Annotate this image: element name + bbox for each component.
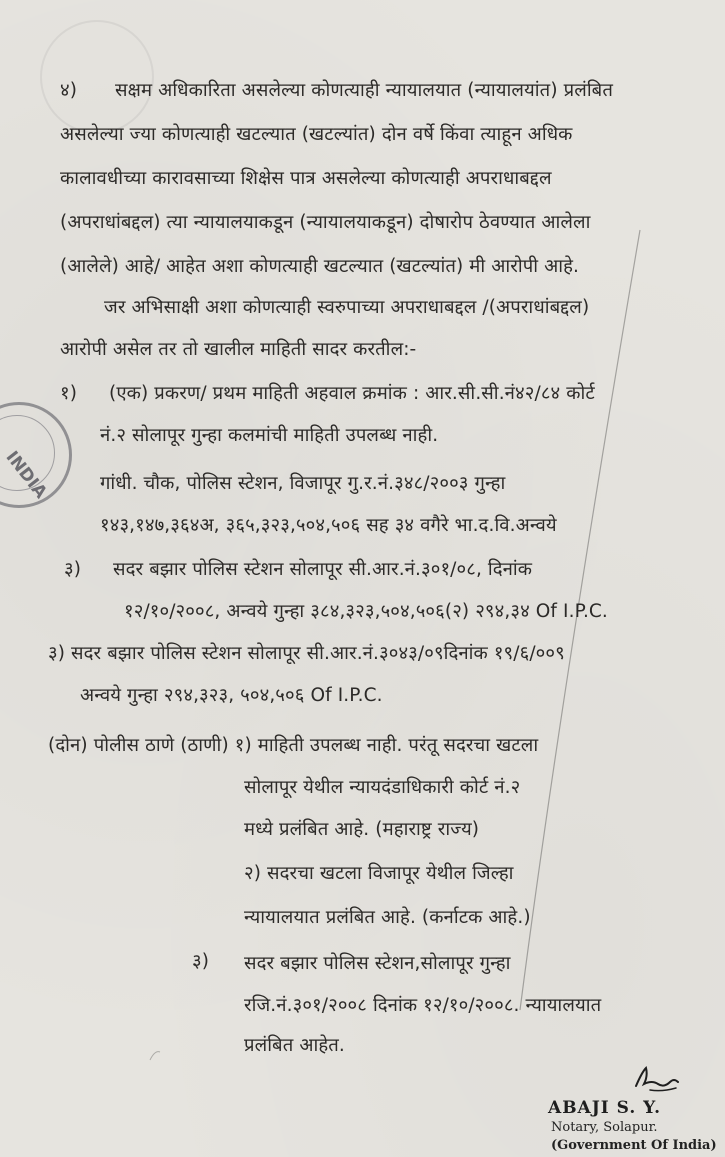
notary-government: (Government Of India)	[551, 1138, 717, 1153]
para1-number: ४)	[60, 80, 78, 101]
item3b-line2: अन्वये गुन्हा २९४,३२३, ५०४,५०६ Of I.P.C.	[80, 685, 383, 706]
item2-line1: गांधी. चौक, पोलिस स्टेशन, विजापूर गु.र.नं.३४८/२००३ गुन्हा	[100, 473, 506, 494]
item3b-line1: ३) सदर बझार पोलिस स्टेशन सोलापूर सी.आर.नं.३०४३/०९दिनांक १९/६/००९	[48, 643, 565, 664]
para1-line5: (आलेले) आहे/ आहेत अशा कोणत्याही खटल्यात (खटल्यांत) मी आरोपी आहे.	[60, 256, 579, 277]
notary-seal-text: INDIA	[1, 447, 51, 503]
item3-number: ३)	[64, 559, 82, 580]
police-sub3-number: ३)	[192, 951, 210, 972]
para1-line2: असलेल्या ज्या कोणत्याही खटल्यात (खटल्यांत) दोन वर्षे किंवा त्याहून अधिक	[60, 124, 573, 145]
item1-line1-text: (एक) प्रकरण/ प्रथम माहिती अहवाल क्रमांक : आर.सी.सी.नं४२/८४ कोर्ट	[109, 383, 595, 404]
police-line2: सोलापूर येथील न्यायदंडाधिकारी कोर्ट नं.२	[244, 777, 521, 798]
para2-line2: आरोपी असेल तर तो खालील माहिती सादर करतील:-	[60, 339, 417, 360]
item3-line2: १२/१०/२००८, अन्वये गुन्हा ३८४,३२३,५०४,५०६(२) २९४,३४ Of I.P.C.	[124, 601, 608, 622]
police-line1: (दोन) पोलीस ठाणे (ठाणी) १) माहिती उपलब्ध नाही. परंतू सदरचा खटला	[48, 735, 539, 756]
item1-line2: नं.२ सोलापूर गुन्हा कलमांची माहिती उपलब्ध नाही.	[100, 425, 439, 446]
notary-signature	[628, 1062, 688, 1098]
police-line3: मध्ये प्रलंबित आहे. (महाराष्ट्र राज्य)	[244, 819, 480, 840]
para1-line1-text: सक्षम अधिकारिता असलेल्या कोणत्याही न्यायालयात (न्यायालयांत) प्रलंबित	[115, 80, 613, 101]
police-sub3-line2: रजि.नं.३०१/२००८ दिनांक १२/१०/२००८. न्यायालयात	[244, 995, 602, 1016]
police-sub3-line3: प्रलंबित आहेत.	[244, 1035, 345, 1056]
para2-line1: जर अभिसाक्षी अशा कोणत्याही स्वरुपाच्या अपराधाबद्दल /(अपराधांबद्दल)	[104, 297, 590, 318]
notary-name: ABAJI S. Y.	[548, 1098, 662, 1118]
notary-title: Notary, Solapur.	[551, 1120, 658, 1135]
para1-line4: (अपराधांबद्दल) त्या न्यायालयाकडून (न्यायालयाकडून) दोषारोप ठेवण्यात आलेला	[60, 212, 591, 233]
para1-line3: कालावधीच्या कारावसाच्या शिक्षेस पात्र असलेल्या कोणत्याही अपराधाबद्दल	[60, 168, 552, 189]
police-sub3-line1: सदर बझार पोलिस स्टेशन,सोलापूर गुन्हा	[244, 953, 511, 974]
item2-line2: १४३,१४७,३६४अ, ३६५,३२३,५०४,५०६ सह ३४ वगैरे भा.द.वि.अन्वये	[100, 515, 557, 536]
item1-number: १)	[60, 383, 78, 404]
police-line5: न्यायालयात प्रलंबित आहे. (कर्नाटक आहे.)	[244, 907, 531, 928]
item3-line1-text: सदर बझार पोलिस स्टेशन सोलापूर सी.आर.नं.३०१/०८, दिनांक	[113, 559, 533, 580]
police-line4: २) सदरचा खटला विजापूर येथील जिल्हा	[244, 863, 514, 884]
